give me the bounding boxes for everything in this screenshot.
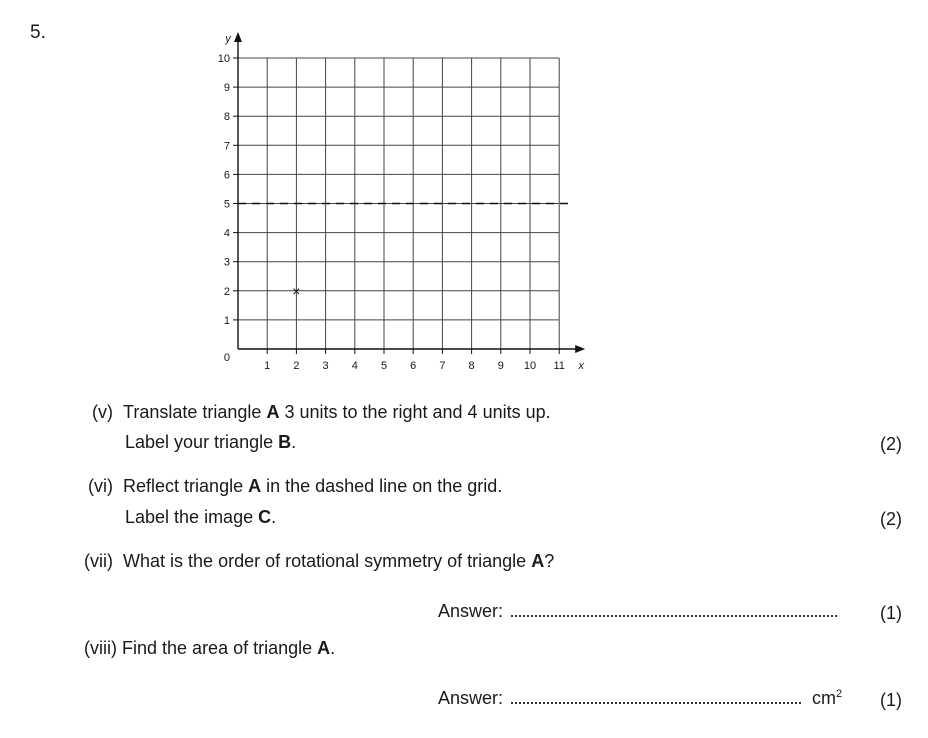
tick-labels	[218, 33, 585, 372]
x-axis-label: x	[578, 360, 584, 372]
part-v-marks: (2)	[880, 434, 902, 454]
chart-marks	[238, 204, 571, 299]
x-axis-arrow	[575, 345, 585, 353]
part-vii-answer	[438, 601, 837, 622]
y-axis-label: y	[225, 33, 231, 45]
part-vi	[88, 475, 502, 497]
y-tick-label: 10	[217, 53, 230, 65]
x-tick-label: 11	[553, 360, 565, 372]
part-vi-line1: Reflect triangle A in the dashed line on the grid.	[123, 476, 503, 496]
point-marker: ×	[292, 282, 301, 299]
part-viii-marks: (1)	[880, 690, 902, 710]
y-tick-label: 3	[223, 256, 230, 269]
answer-label: Answer:	[438, 688, 504, 708]
part-vi-label: (vi)	[88, 476, 113, 496]
x-tick-label: 9	[497, 360, 504, 372]
part-v-line1: Translate triangle A 3 units to the right and 4 units up.	[123, 402, 551, 422]
y-tick-label: 6	[223, 169, 230, 182]
part-v-label: (v)	[92, 402, 113, 422]
x-tick-label: 8	[468, 360, 475, 372]
part-vii	[84, 550, 554, 572]
part-v-line2: Label your triangle B.	[125, 432, 297, 452]
y-tick-label: 9	[223, 82, 230, 95]
answer-label: Answer:	[438, 601, 504, 621]
unit: $cm^2$	[812, 688, 843, 708]
x-tick-label: 7	[439, 360, 446, 372]
part-vi-line2: Label the image C.	[125, 507, 277, 527]
y-axis-arrow	[234, 32, 242, 42]
axes	[233, 32, 585, 354]
answer-line-vii[interactable]	[511, 601, 837, 617]
answer-line-viii[interactable]	[511, 688, 801, 704]
part-vii-marks: (1)	[880, 603, 902, 623]
part-v	[92, 401, 551, 423]
y-tick-label: 7	[223, 140, 230, 153]
x-tick-label: 4	[351, 360, 358, 372]
x-tick-label: 5	[380, 360, 388, 372]
x-tick-label: 10	[523, 360, 537, 372]
part-vii-label: (vii)	[84, 551, 113, 571]
x-tick-label: 6	[410, 360, 417, 372]
part-viii-answer	[438, 688, 842, 709]
part-vii-line1: What is the order of rotational symmetry of triangle A?	[123, 551, 555, 571]
part-viii-line1: Find the area of triangle A.	[122, 638, 336, 658]
part-viii	[84, 637, 335, 659]
y-tick-label: 5	[223, 198, 230, 211]
y-tick-label: 8	[223, 111, 230, 124]
x-tick-label: 2	[293, 360, 300, 372]
question-number: 5.	[30, 22, 46, 43]
part-vi-marks: (2)	[880, 509, 902, 529]
part-viii-label: (viii)	[84, 638, 117, 658]
origin-label: 0	[223, 352, 230, 364]
x-tick-label: 3	[322, 360, 329, 372]
y-tick-label: 1	[223, 314, 230, 327]
x-tick-label: 1	[264, 360, 271, 372]
y-tick-label: 4	[223, 227, 230, 240]
y-tick-label: 2	[223, 285, 230, 298]
